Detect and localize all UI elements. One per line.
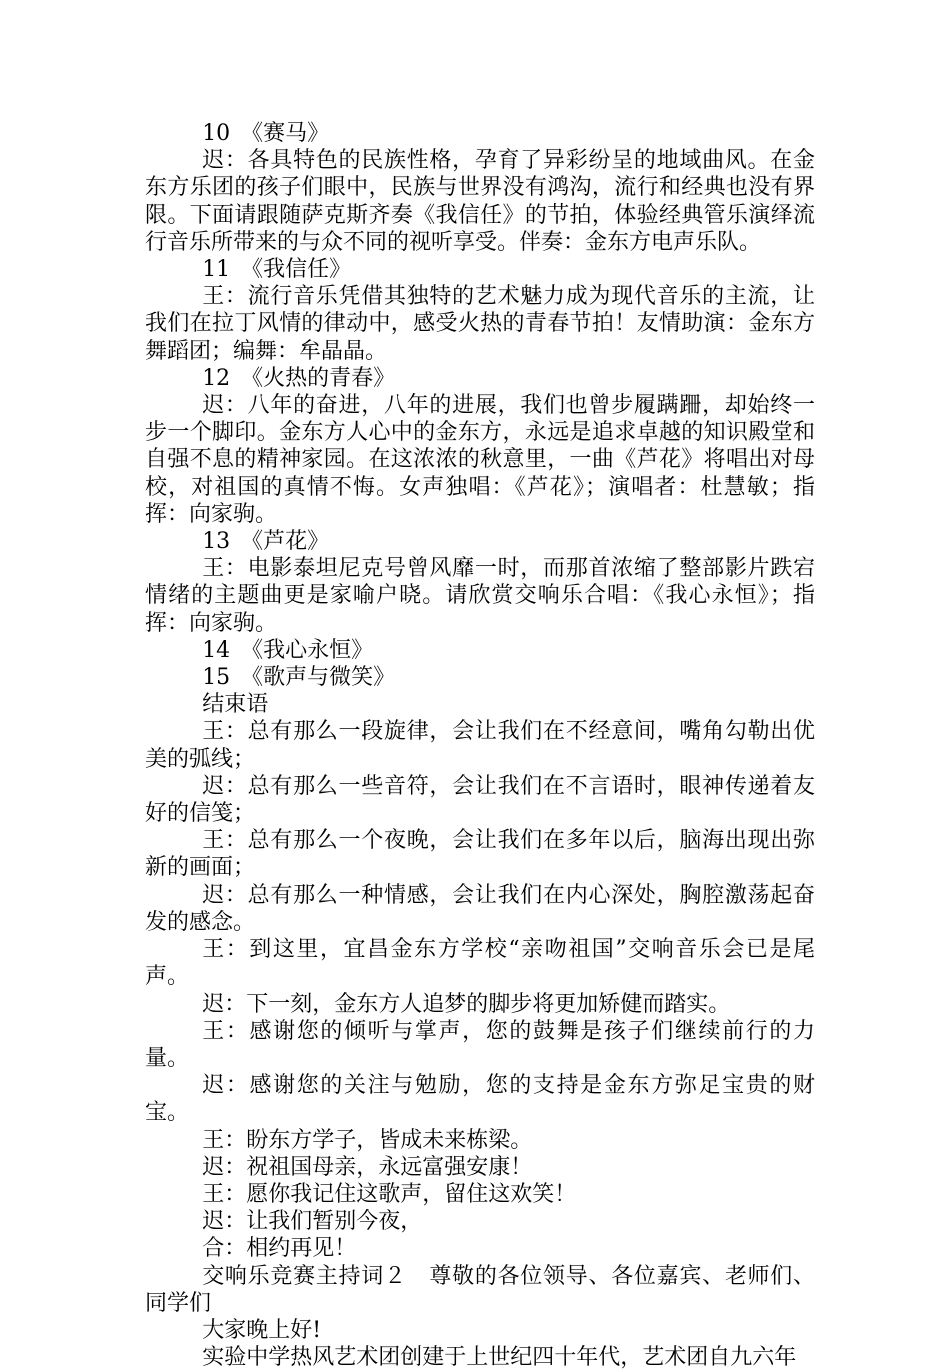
program-item-14: 14 《我心永恒》 (202, 637, 374, 663)
intro-paragraph: 实验中学热风艺术团创建于上世纪四十年代，艺术团自九六年 (202, 1345, 797, 1371)
host-speech: 迟：各具特色的民族性格，孕育了异彩纷呈的地域曲风。在金东方乐团的孩子们眼中，民族与世界没有鸿沟，流行和经典也没有界限。下面请跟随萨克斯齐奏《我信任》的节拍，体验经典管乐演绎流行音乐所带来的与众不同的视听享受。伴奏：金东方电声乐队。 (145, 148, 815, 255)
section-title: 交响乐竞赛主持词２ 尊敬的各位领导、各位嘉宾、老师们、同学们 (145, 1263, 815, 1316)
host-speech: 迟：祝祖国母亲，永远富强安康！ (202, 1154, 533, 1180)
host-speech: 王：电影泰坦尼克号曾风靡一时，而那首浓缩了整部影片跌宕情绪的主题曲更是家喻户晓。请欣赏交响乐合唱：《我心永恒》；指挥：向家驹。 (145, 556, 815, 636)
host-speech: 王：流行音乐凭借其独特的艺术魅力成为现代音乐的主流，让我们在拉丁风情的律动中，感受火热的青春节拍！友情助演：金东方舞蹈团；编舞：牟晶晶。 (145, 284, 815, 364)
closing-heading: 结束语 (202, 692, 269, 718)
host-speech: 迟：感谢您的关注与勉励，您的支持是金东方弥足宝贵的财宝。 (145, 1073, 815, 1126)
host-speech: 王：总有那么一个夜晚，会让我们在多年以后，脑海出现出弥新的画面； (145, 828, 815, 881)
host-speech: 迟：总有那么一种情感，会让我们在内心深处，胸腔激荡起奋发的感念。 (145, 882, 815, 935)
host-speech: 王：感谢您的倾听与掌声，您的鼓舞是孩子们继续前行的力量。 (145, 1018, 815, 1071)
program-item-10: 10 《赛马》 (202, 121, 330, 146)
host-speech: 迟：总有那么一些音符，会让我们在不言语时，眼神传递着友好的信笺； (145, 773, 815, 827)
document-body (145, 120, 815, 1371)
greeting: 大家晚上好! (202, 1317, 322, 1343)
host-speech: 迟：下一刻，金东方人追梦的脚步将更加矫健而踏实。 (202, 991, 731, 1017)
program-item-13: 13 《芦花》 (202, 529, 330, 555)
program-item-11: 11 《我信任》 (202, 257, 352, 283)
program-item-15: 15 《歌声与微笑》 (202, 665, 396, 691)
host-speech: 迟：让我们暂别今夜， (202, 1209, 423, 1235)
host-speech: 王：总有那么一段旋律，会让我们在不经意间，嘴角勾勒出优美的弧线； (145, 719, 815, 772)
host-speech: 王：愿你我记住这歌声，留住这欢笑！ (202, 1181, 577, 1207)
host-speech: 王：到这里，宜昌金东方学校“亲吻祖国”交响音乐会已是尾声。 (145, 937, 815, 990)
host-speech: 合：相约再见！ (202, 1236, 357, 1262)
host-speech: 王：盼东方学子，皆成未来栋梁。 (202, 1127, 533, 1153)
program-item-12: 12 《火热的青春》 (202, 365, 396, 391)
host-speech: 迟：八年的奋进，八年的进展，我们也曾步履蹒跚，却始终一步一个脚印。金东方人心中的金东方，永远是追求卓越的知识殿堂和自强不息的精神家园。在这浓浓的秋意里，一曲《芦花》将唱出对母校，对祖国的真情不悔。女声独唱：《芦花》；演唱者：杜慧敏；指挥：向家驹。 (145, 393, 815, 527)
